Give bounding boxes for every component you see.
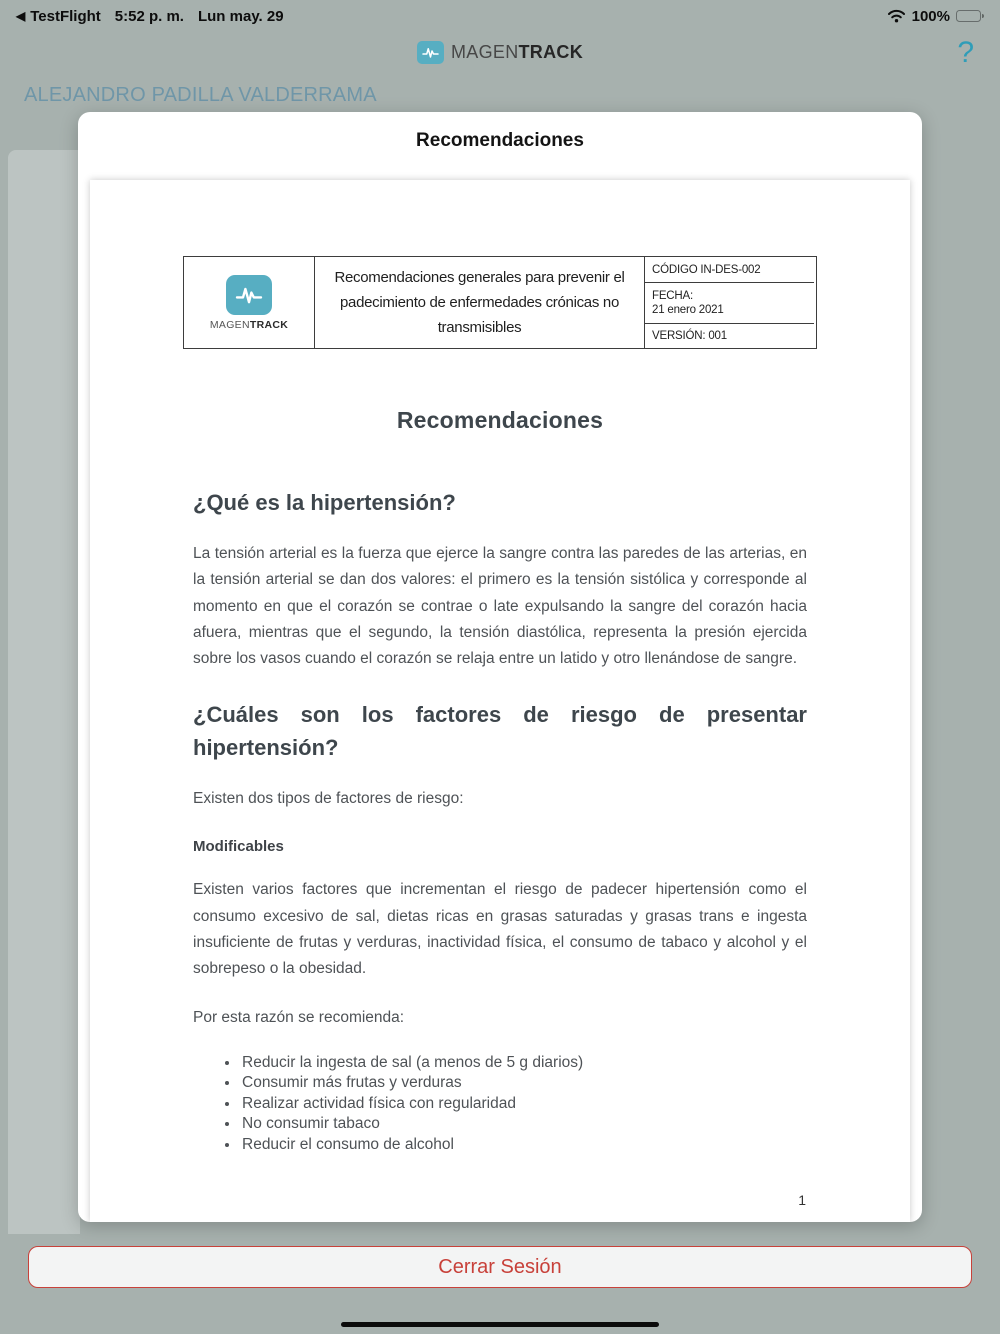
document-version: VERSIÓN: 001 xyxy=(645,323,814,348)
back-to-testflight-button[interactable] xyxy=(16,8,101,25)
background-card-edge xyxy=(8,150,80,1234)
document-meta-cell xyxy=(644,257,814,348)
battery-percent: 100% xyxy=(911,7,950,25)
help-button[interactable]: ? xyxy=(957,36,974,69)
bullet-item: • No consumir tabaco xyxy=(240,1114,807,1135)
page-number: 1 xyxy=(798,1192,806,1208)
pdf-document-page[interactable] xyxy=(90,180,910,1222)
status-bar xyxy=(0,0,1000,30)
back-to-app-icon: ◀ xyxy=(16,9,26,23)
status-time: 5:52 p. m. xyxy=(114,7,184,25)
status-date: Lun may. 29 xyxy=(197,7,284,25)
document-logo-brand: MAGENTRACK xyxy=(209,318,289,331)
document-main-title: Recomendaciones xyxy=(396,407,604,433)
modifiables-label: Modificables xyxy=(193,838,284,856)
home-indicator[interactable] xyxy=(341,1322,659,1327)
battery-icon xyxy=(956,10,984,23)
modifiables-body: Existen varios factores que incrementan el riesgo de padecer hipertensión como el consumo excesivo de sal, dietas ricas en grasas saturadas y grasas trans e ingesta insuficiente de frutas y verduras, inactividad física, el consumo de tabaco y alcohol y el sobrepeso o la obesidad. xyxy=(193,881,807,978)
recommendation-lead: Por esta razón se recomienda: xyxy=(193,1008,405,1026)
user-name: ALEJANDRO PADILLA VALDERRAMA xyxy=(24,84,377,106)
pulse-logo-icon xyxy=(417,41,444,64)
back-to-app-label: TestFlight xyxy=(30,7,101,25)
status-bar-right xyxy=(887,8,984,25)
document-logo-cell xyxy=(184,257,314,348)
pulse-logo-icon xyxy=(226,275,272,315)
bullet-item: • Reducir el consumo de alcohol xyxy=(240,1135,807,1156)
recommendations-modal xyxy=(78,112,922,1222)
bullet-item: • Realizar actividad física con regularidad xyxy=(240,1094,807,1115)
bullet-item: • Reducir la ingesta de sal (a menos de 5 g diarios) xyxy=(240,1053,807,1074)
modal-title: Recomendaciones xyxy=(416,130,584,151)
section2-intro: Existen dos tipos de factores de riesgo: xyxy=(193,790,464,808)
status-bar-left xyxy=(16,8,284,25)
brand-name: MAGENTRACK xyxy=(450,42,583,62)
recommendations-list xyxy=(193,1053,807,1156)
section1-title: ¿Qué es la hipertensión? xyxy=(193,490,456,515)
document-codigo: CÓDIGO IN-DES-002 xyxy=(652,263,761,276)
document-table-title: Recomendaciones generales para prevenir el padecimiento de enfermedades crónicas no transmisibles xyxy=(314,257,644,348)
section2-title: ¿Cuáles son los factores de riesgo de presentar hipertensión? xyxy=(193,702,807,761)
document-content xyxy=(90,180,910,1222)
document-fecha: FECHA: 21 enero 2021 xyxy=(645,282,814,323)
wifi-icon xyxy=(887,9,906,23)
app-header xyxy=(0,41,1000,64)
section1-body: La tensión arterial es la fuerza que ejerce la sangre contra las paredes de las arterias, en la tensión arterial se dan dos valores: el primero es la tensión sistólica y corresponde al momento en que el corazón se contrae o late expulsando la sangre del corazón hacia afuera, mientras que el segundo, la tensión diastólica, representa la presión ejercida sobre los vasos cuando el corazón se relaja entre un latido y otro llenándose de sangre. xyxy=(193,545,807,668)
logout-button[interactable]: Cerrar Sesión xyxy=(28,1246,972,1288)
bullet-item: • Consumir más frutas y verduras xyxy=(240,1073,807,1094)
brand-logo xyxy=(417,41,583,64)
document-header-table xyxy=(183,256,817,349)
